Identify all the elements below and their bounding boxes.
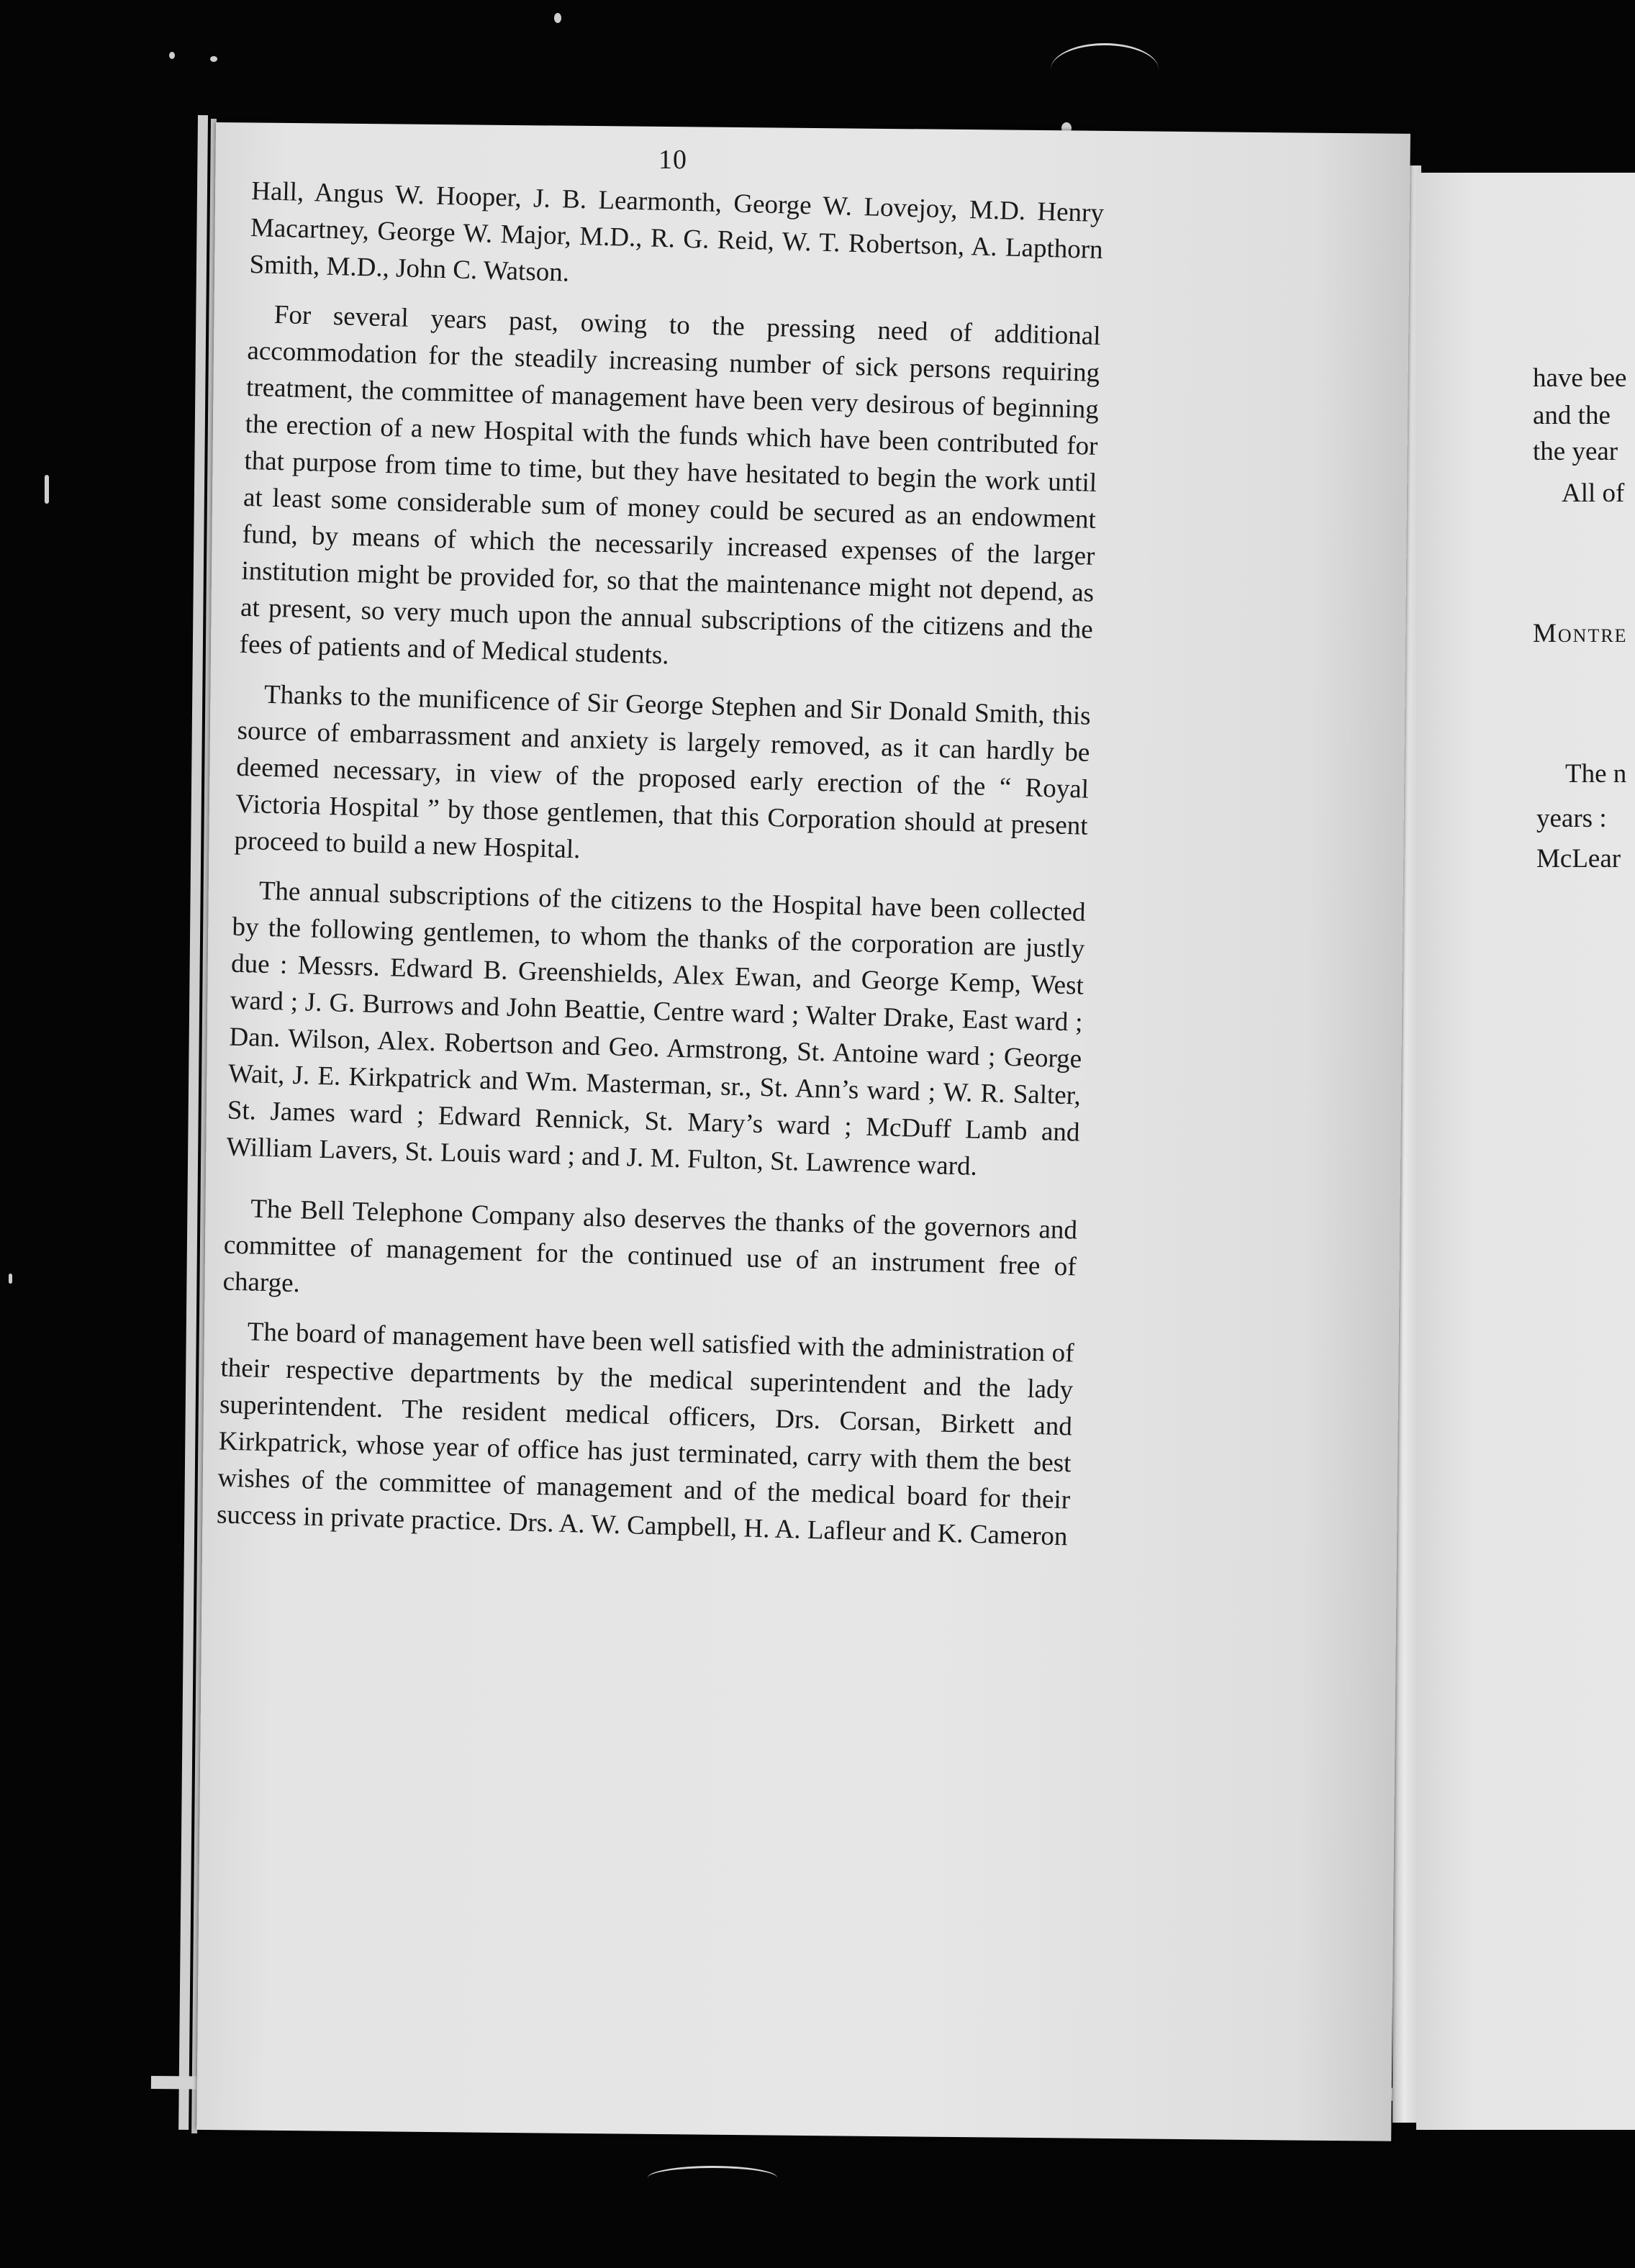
right-page-line: years : — [1536, 804, 1607, 833]
paragraph: Hall, Angus W. Hooper, J. B. Learmonth, George W. Lovejoy, M.D. Henry Macartney, George W. Major, M.D., R. G. Reid, W. T. Robertson, A. Lapthorn Smith, M.D., John C. Watson. — [249, 176, 1105, 288]
paragraph: Thanks to the munificence of Sir George Stephen and Sir Donald Smith, this source of embarrassment and anxiety is largely removed, as it can hardly be deemed necessary, in view of the proposed early erection of the “ Royal Victoria Hospital ” by those gentlemen, that this Corporation should at present proceed to build a new Hospital. — [234, 679, 1092, 865]
dust-speck — [210, 56, 217, 62]
page-number: 10 — [658, 145, 687, 175]
dust-speck — [169, 52, 175, 59]
paragraph: The board of management have been well satisfied with the administration of their respective departments by the medical superintendent and the lady superintendent. The resident medical officers, Drs. Corsan, Birkett and Kirkpatrick, whose year of office has just terminated, carry with them the best wishes of the committee of management and of the medical board for their success in private practice. Drs. A. W. Campbell, H. A. Lafleur and K. Cameron — [216, 1317, 1074, 1552]
right-page-line: The n — [1565, 759, 1627, 789]
hair-scratch — [1051, 43, 1159, 96]
right-page-line: McLear — [1536, 844, 1621, 874]
right-page-line: have bee — [1533, 363, 1627, 393]
right-page-line: and the — [1533, 401, 1611, 430]
page-body-text — [216, 173, 1105, 1568]
dust-speck — [554, 13, 561, 23]
right-page-line: All of — [1562, 478, 1625, 508]
right-page-line: the year — [1533, 437, 1618, 466]
paragraph: For several years past, owing to the pressing need of additional accommodation for the steadily increasing number of sick persons requiring treatment, the committee of management have been very desirous of beginning the erection of a new Hospital with the funds which have been contributed for that purpose from time to time, but they have hesitated to begin the work until at least some considerable sum of money could be secured as an endowment fund, by means of which the necessarily increased expenses of the larger institution might be provided for, so that the maintenance might not depend, as at present, so very much upon the annual subscriptions of the citizens and the fees of patients and of Medical students. — [239, 299, 1101, 671]
paragraph: The Bell Telephone Company also deserves the thanks of the governors and committee of management for the continued use of an instrument free of charge. — [222, 1194, 1078, 1299]
dust-speck — [45, 475, 49, 504]
hair-scratch — [648, 2166, 777, 2190]
paragraph: The annual subscriptions of the citizens to the Hospital have been collected by the following gentlemen, to whom the thanks of the corporation are justly due : Messrs. Edward B. Greenshields, Alex Ewan, and George Kemp, West ward ; J. G. Burrows and John Beattie, Centre ward ; Walter Drake, East ward ; Dan. Wilson, Alex. Robertson and Geo. Armstrong, St. Antoine ward ; George Wait, J. E. Kirkpatrick and Wm. Masterman, sr., St. Ann’s ward ; W. R. Salter, St. James ward ; Edward Rennick, St. Mary’s ward ; McDuff Lamb and William Lavers, St. Louis ward ; and J. M. Fulton, St. Lawrence ward. — [226, 876, 1087, 1181]
right-page-line: Montre — [1533, 619, 1628, 648]
dust-speck — [9, 1274, 12, 1284]
